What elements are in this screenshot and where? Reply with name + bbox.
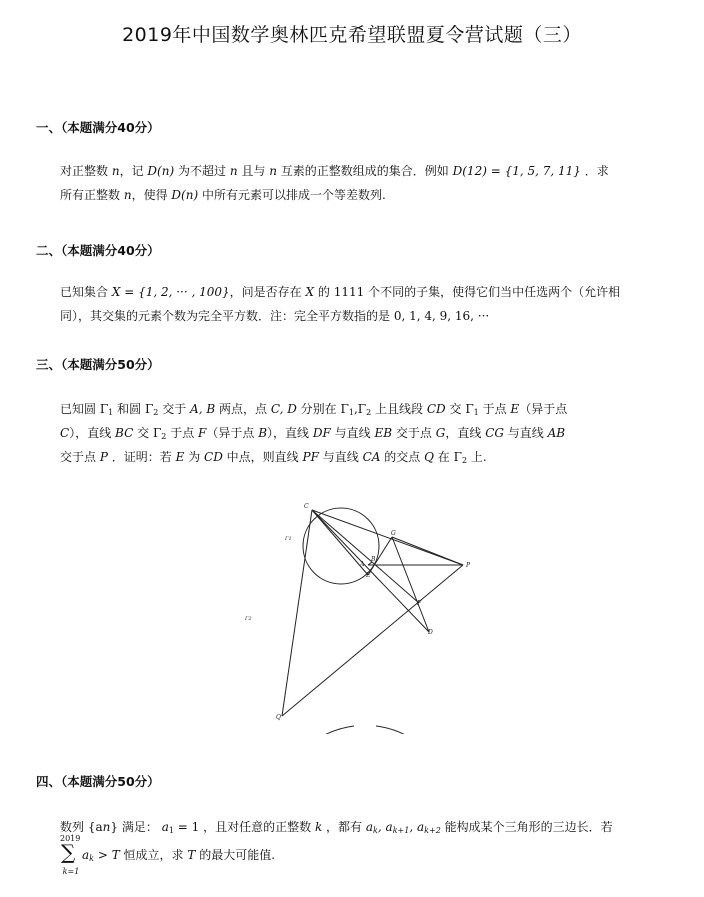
sum-upper-limit: 2019 xyxy=(60,834,81,843)
problem-3-line-1: 已知圆 $\Gamma_1$ 和圆 $\Gamma_2$ 交于 A, B 两点，点 C, D 分别在 $\Gamma_1,\Gamma_2$ 上且线段 CD 交 $\Gamma_1$ 于点 E（异于点 xyxy=(60,402,568,417)
sum-lower-limit: k=1 xyxy=(62,867,80,876)
problem-4-line-2: $a_k > T$ 恒成立，求 T 的最大可能值. xyxy=(82,848,276,863)
label-F: F xyxy=(417,600,422,607)
problem-1-heading: 一、（本题满分40分） xyxy=(36,120,160,135)
problem-2-line-2: 同），其交集的元素个数为完全平方数．注：完全平方数指的是 0, 1, 4, 9, 16, ··· xyxy=(60,309,490,323)
label-D: D xyxy=(428,629,433,636)
sigma-symbol: ∑ xyxy=(61,840,76,864)
problem-2-text xyxy=(60,280,672,328)
label-C: C xyxy=(304,503,309,510)
label-Q: Q xyxy=(276,714,281,721)
label-gamma-1: Γ1 xyxy=(285,536,292,542)
circle-gamma-2 xyxy=(276,726,454,734)
problem-2-heading: 二、（本题满分40分） xyxy=(36,243,160,258)
segment-QP xyxy=(282,565,463,716)
geometry-figure xyxy=(238,500,478,734)
problem-2-line-1: 已知集合 X = {1, 2, ··· , 100}，问是否存在 X 的 1111 个不同的子集，使得它们当中任选两个（允许相 xyxy=(60,285,621,299)
label-P: P xyxy=(466,562,471,569)
problem-1-line-2: 所有正整数 n，使得 D(n) 中所有元素可以排成一个等差数列. xyxy=(60,188,386,202)
label-B: B xyxy=(371,556,376,563)
problem-4-text xyxy=(60,815,672,839)
segment-CP xyxy=(312,510,463,565)
problem-1-text xyxy=(60,159,672,207)
problem-3-line-2: C），直线 BC 交 $\Gamma_2$ 于点 F（异于点 B），直线 DF 与直线 EB 交于点 G，直线 CG 与直线 AB xyxy=(60,426,566,441)
geometry-diagram xyxy=(238,500,478,734)
problem-4-line-1: 数列 {an} 满足： $a_1 = 1$ ，且对任意的正整数 k ，都有 $a_k$, $a_{k+1}$, $a_{k+2}$ 能构成某个三角形的三边长．若 xyxy=(60,820,613,835)
label-G: G xyxy=(391,530,396,537)
paper-title: 2019年中国数学奥林匹克希望联盟夏令营试题（三） xyxy=(122,24,582,46)
segment-C-B xyxy=(312,510,372,562)
label-gamma-2: Γ2 xyxy=(245,616,252,622)
problem-3-text xyxy=(60,397,672,469)
label-A: A xyxy=(360,561,365,568)
label-E: E xyxy=(366,572,371,579)
problem-1-line-1: 对正整数 n，记 D(n) 为不超过 n 且与 n 互素的正整数组成的集合．例如 D(12) = {1, 5, 7, 11} ．求 xyxy=(60,164,609,178)
problem-4-heading: 四、（本题满分50分） xyxy=(36,774,160,789)
problem-3-line-3: 交于点 P ．证明：若 E 为 CD 中点，则直线 PF 与直线 CA 的交点 Q 在 $\Gamma_2$ 上. xyxy=(60,450,487,465)
segment-GP xyxy=(392,537,463,565)
problem-3-heading: 三、（本题满分50分） xyxy=(36,357,160,372)
